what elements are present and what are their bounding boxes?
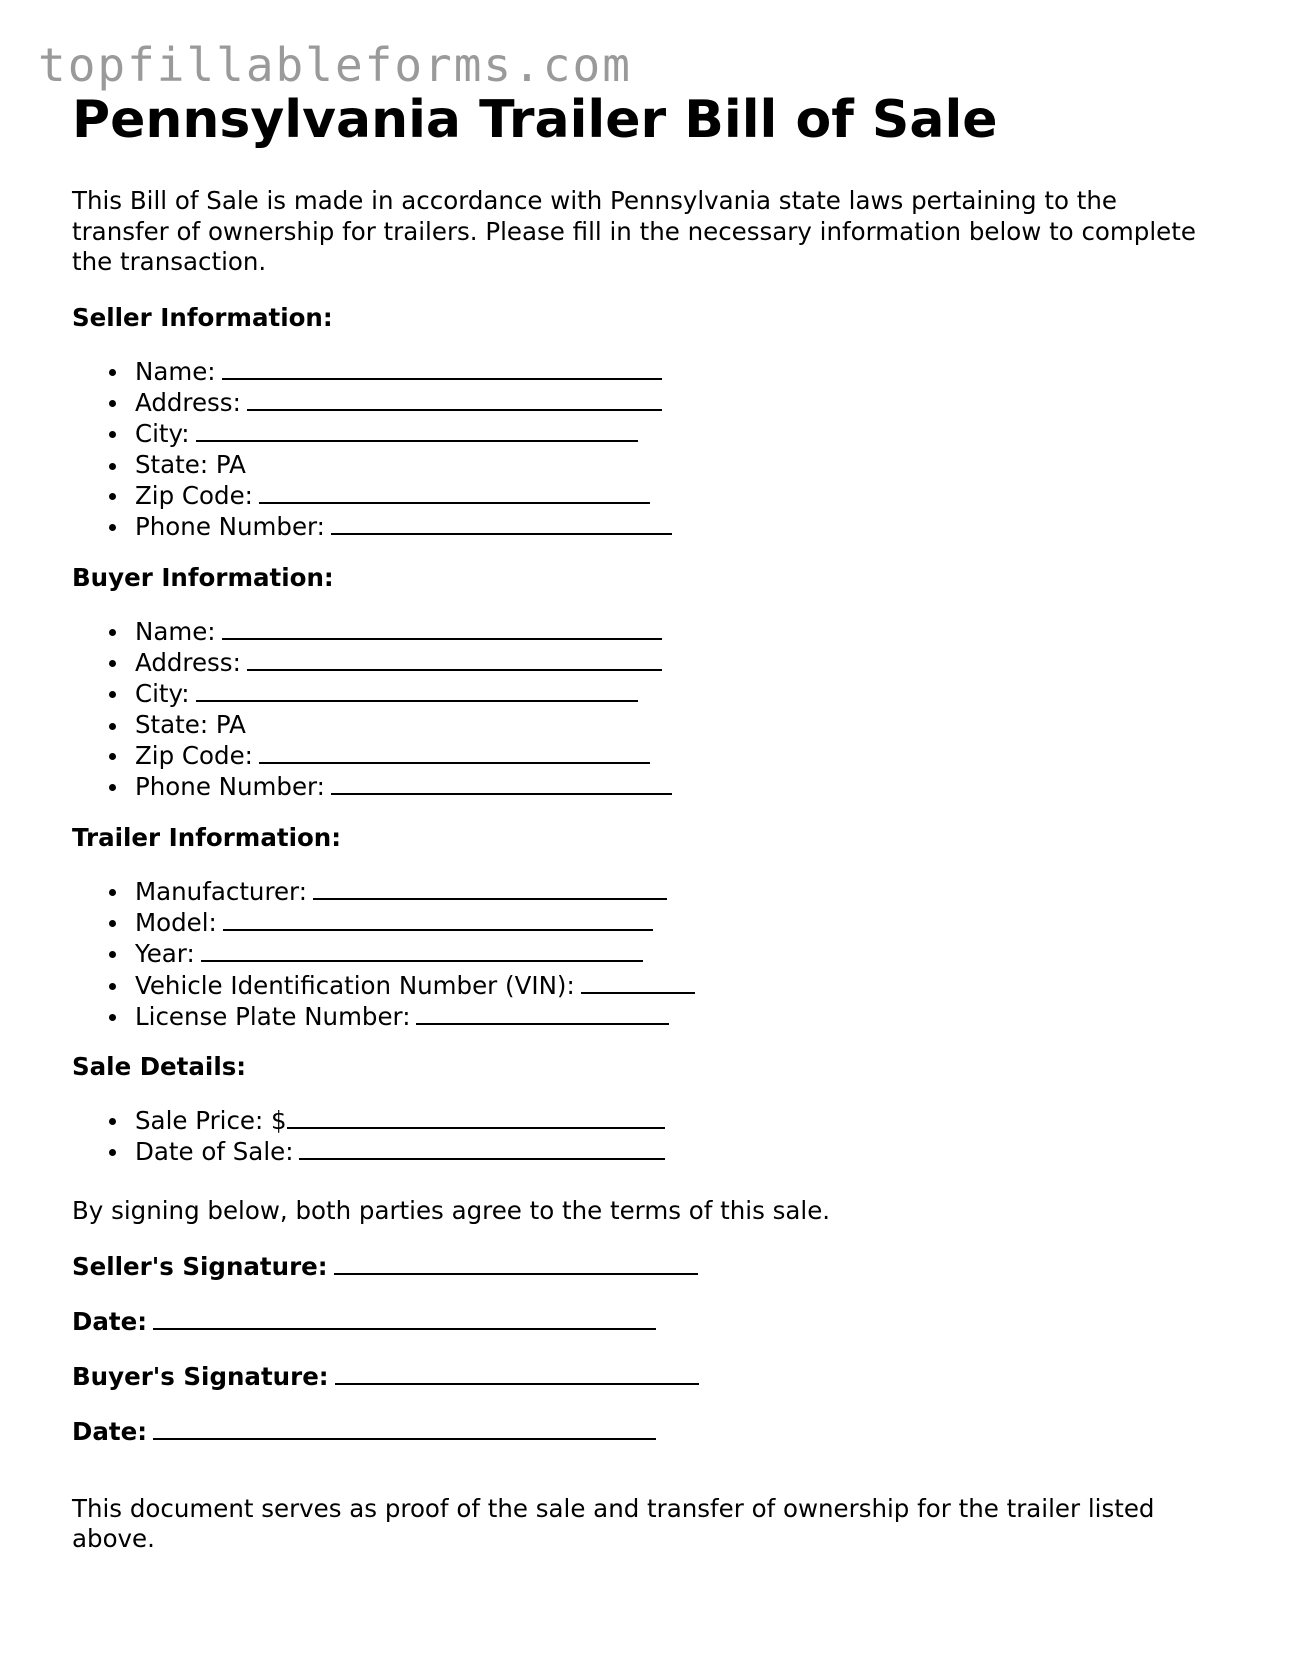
seller-heading: Seller Information: <box>72 303 333 332</box>
seller-signature-field[interactable] <box>334 1251 698 1275</box>
buyer-zip-item <box>72 740 672 771</box>
trailer-plate-item <box>72 1001 695 1032</box>
sale-date-item <box>72 1136 665 1167</box>
buyer-name-item <box>72 616 672 647</box>
seller-phone-label: Phone Number: <box>135 512 325 542</box>
seller-address-label: Address: <box>135 388 241 418</box>
buyer-date-field[interactable] <box>153 1416 656 1440</box>
trailer-vin-label: Vehicle Identification Number (VIN): <box>135 970 575 1000</box>
buyer-state-label: State: PA <box>135 709 246 739</box>
sale-price-item <box>72 1105 665 1136</box>
page-title: Pennsylvania Trailer Bill of Sale <box>72 90 998 150</box>
seller-date-label: Date: <box>72 1307 147 1336</box>
trailer-manufacturer-label: Manufacturer: <box>135 877 307 906</box>
seller-zip-item <box>72 480 672 511</box>
buyer-phone-field[interactable] <box>331 771 672 795</box>
buyer-date-row <box>72 1416 656 1447</box>
trailer-plate-label: License Plate Number: <box>135 1001 411 1031</box>
buyer-zip-field[interactable] <box>259 740 650 764</box>
trailer-vin-item <box>72 970 695 1001</box>
buyer-address-label: Address: <box>135 648 241 678</box>
seller-state-label: State: PA <box>135 449 246 479</box>
seller-address-field[interactable] <box>247 387 662 411</box>
sale-heading: Sale Details: <box>72 1052 247 1081</box>
trailer-year-item <box>72 938 695 969</box>
trailer-year-label: Year: <box>135 939 195 969</box>
seller-state-item <box>72 450 672 480</box>
sale-fields <box>72 1105 665 1167</box>
seller-name-field[interactable] <box>222 356 662 380</box>
trailer-model-label: Model: <box>135 908 217 938</box>
seller-zip-field[interactable] <box>259 480 650 504</box>
sale-price-field[interactable] <box>287 1105 665 1129</box>
sale-date-label: Date of Sale: <box>135 1137 294 1167</box>
buyer-city-item <box>72 678 672 709</box>
buyer-signature-field[interactable] <box>335 1361 699 1385</box>
buyer-fields <box>72 616 672 802</box>
buyer-city-field[interactable] <box>196 678 638 702</box>
trailer-heading: Trailer Information: <box>72 823 342 852</box>
trailer-vin-field[interactable] <box>581 970 695 994</box>
seller-phone-item <box>72 511 672 542</box>
sale-price-label: Sale Price: $ <box>135 1106 287 1135</box>
seller-name-item <box>72 356 672 387</box>
buyer-name-field[interactable] <box>222 616 662 640</box>
seller-phone-field[interactable] <box>331 511 672 535</box>
trailer-fields <box>72 876 695 1032</box>
buyer-address-item <box>72 647 672 678</box>
seller-city-field[interactable] <box>196 418 638 442</box>
sale-date-field[interactable] <box>299 1136 665 1160</box>
seller-date-row <box>72 1306 656 1337</box>
trailer-plate-field[interactable] <box>416 1001 669 1025</box>
buyer-date-label: Date: <box>72 1417 147 1446</box>
trailer-model-item <box>72 907 695 938</box>
watermark: topfillableforms.com <box>38 38 632 92</box>
seller-signature-row <box>72 1251 698 1282</box>
buyer-heading: Buyer Information: <box>72 563 334 592</box>
seller-city-item <box>72 418 672 449</box>
seller-fields <box>72 356 672 542</box>
trailer-year-field[interactable] <box>201 938 643 962</box>
intro-paragraph: This Bill of Sale is made in accordance with Pennsylvania state laws pertaining to the transfer of ownership for trailers. Please fill in the necessary information below to complete the transaction. <box>72 186 1196 276</box>
buyer-phone-label: Phone Number: <box>135 772 325 802</box>
buyer-phone-item <box>72 771 672 802</box>
buyer-city-label: City: <box>135 679 190 709</box>
buyer-signature-row <box>72 1361 699 1392</box>
seller-address-item <box>72 387 672 418</box>
seller-name-label: Name: <box>135 357 216 386</box>
trailer-manufacturer-item <box>72 876 695 907</box>
seller-date-field[interactable] <box>153 1306 656 1330</box>
buyer-state-item <box>72 710 672 740</box>
trailer-manufacturer-field[interactable] <box>313 876 667 900</box>
closing-paragraph: This document serves as proof of the sale and transfer of ownership for the trailer listed above. <box>72 1494 1155 1553</box>
agreement-text: By signing below, both parties agree to the terms of this sale. <box>72 1196 831 1225</box>
buyer-zip-label: Zip Code: <box>135 740 253 770</box>
seller-zip-label: Zip Code: <box>135 480 253 510</box>
seller-city-label: City: <box>135 419 190 449</box>
buyer-address-field[interactable] <box>247 647 662 671</box>
seller-signature-label: Seller's Signature: <box>72 1252 328 1281</box>
buyer-signature-label: Buyer's Signature: <box>72 1362 329 1391</box>
trailer-model-field[interactable] <box>223 907 653 931</box>
buyer-name-label: Name: <box>135 617 216 646</box>
